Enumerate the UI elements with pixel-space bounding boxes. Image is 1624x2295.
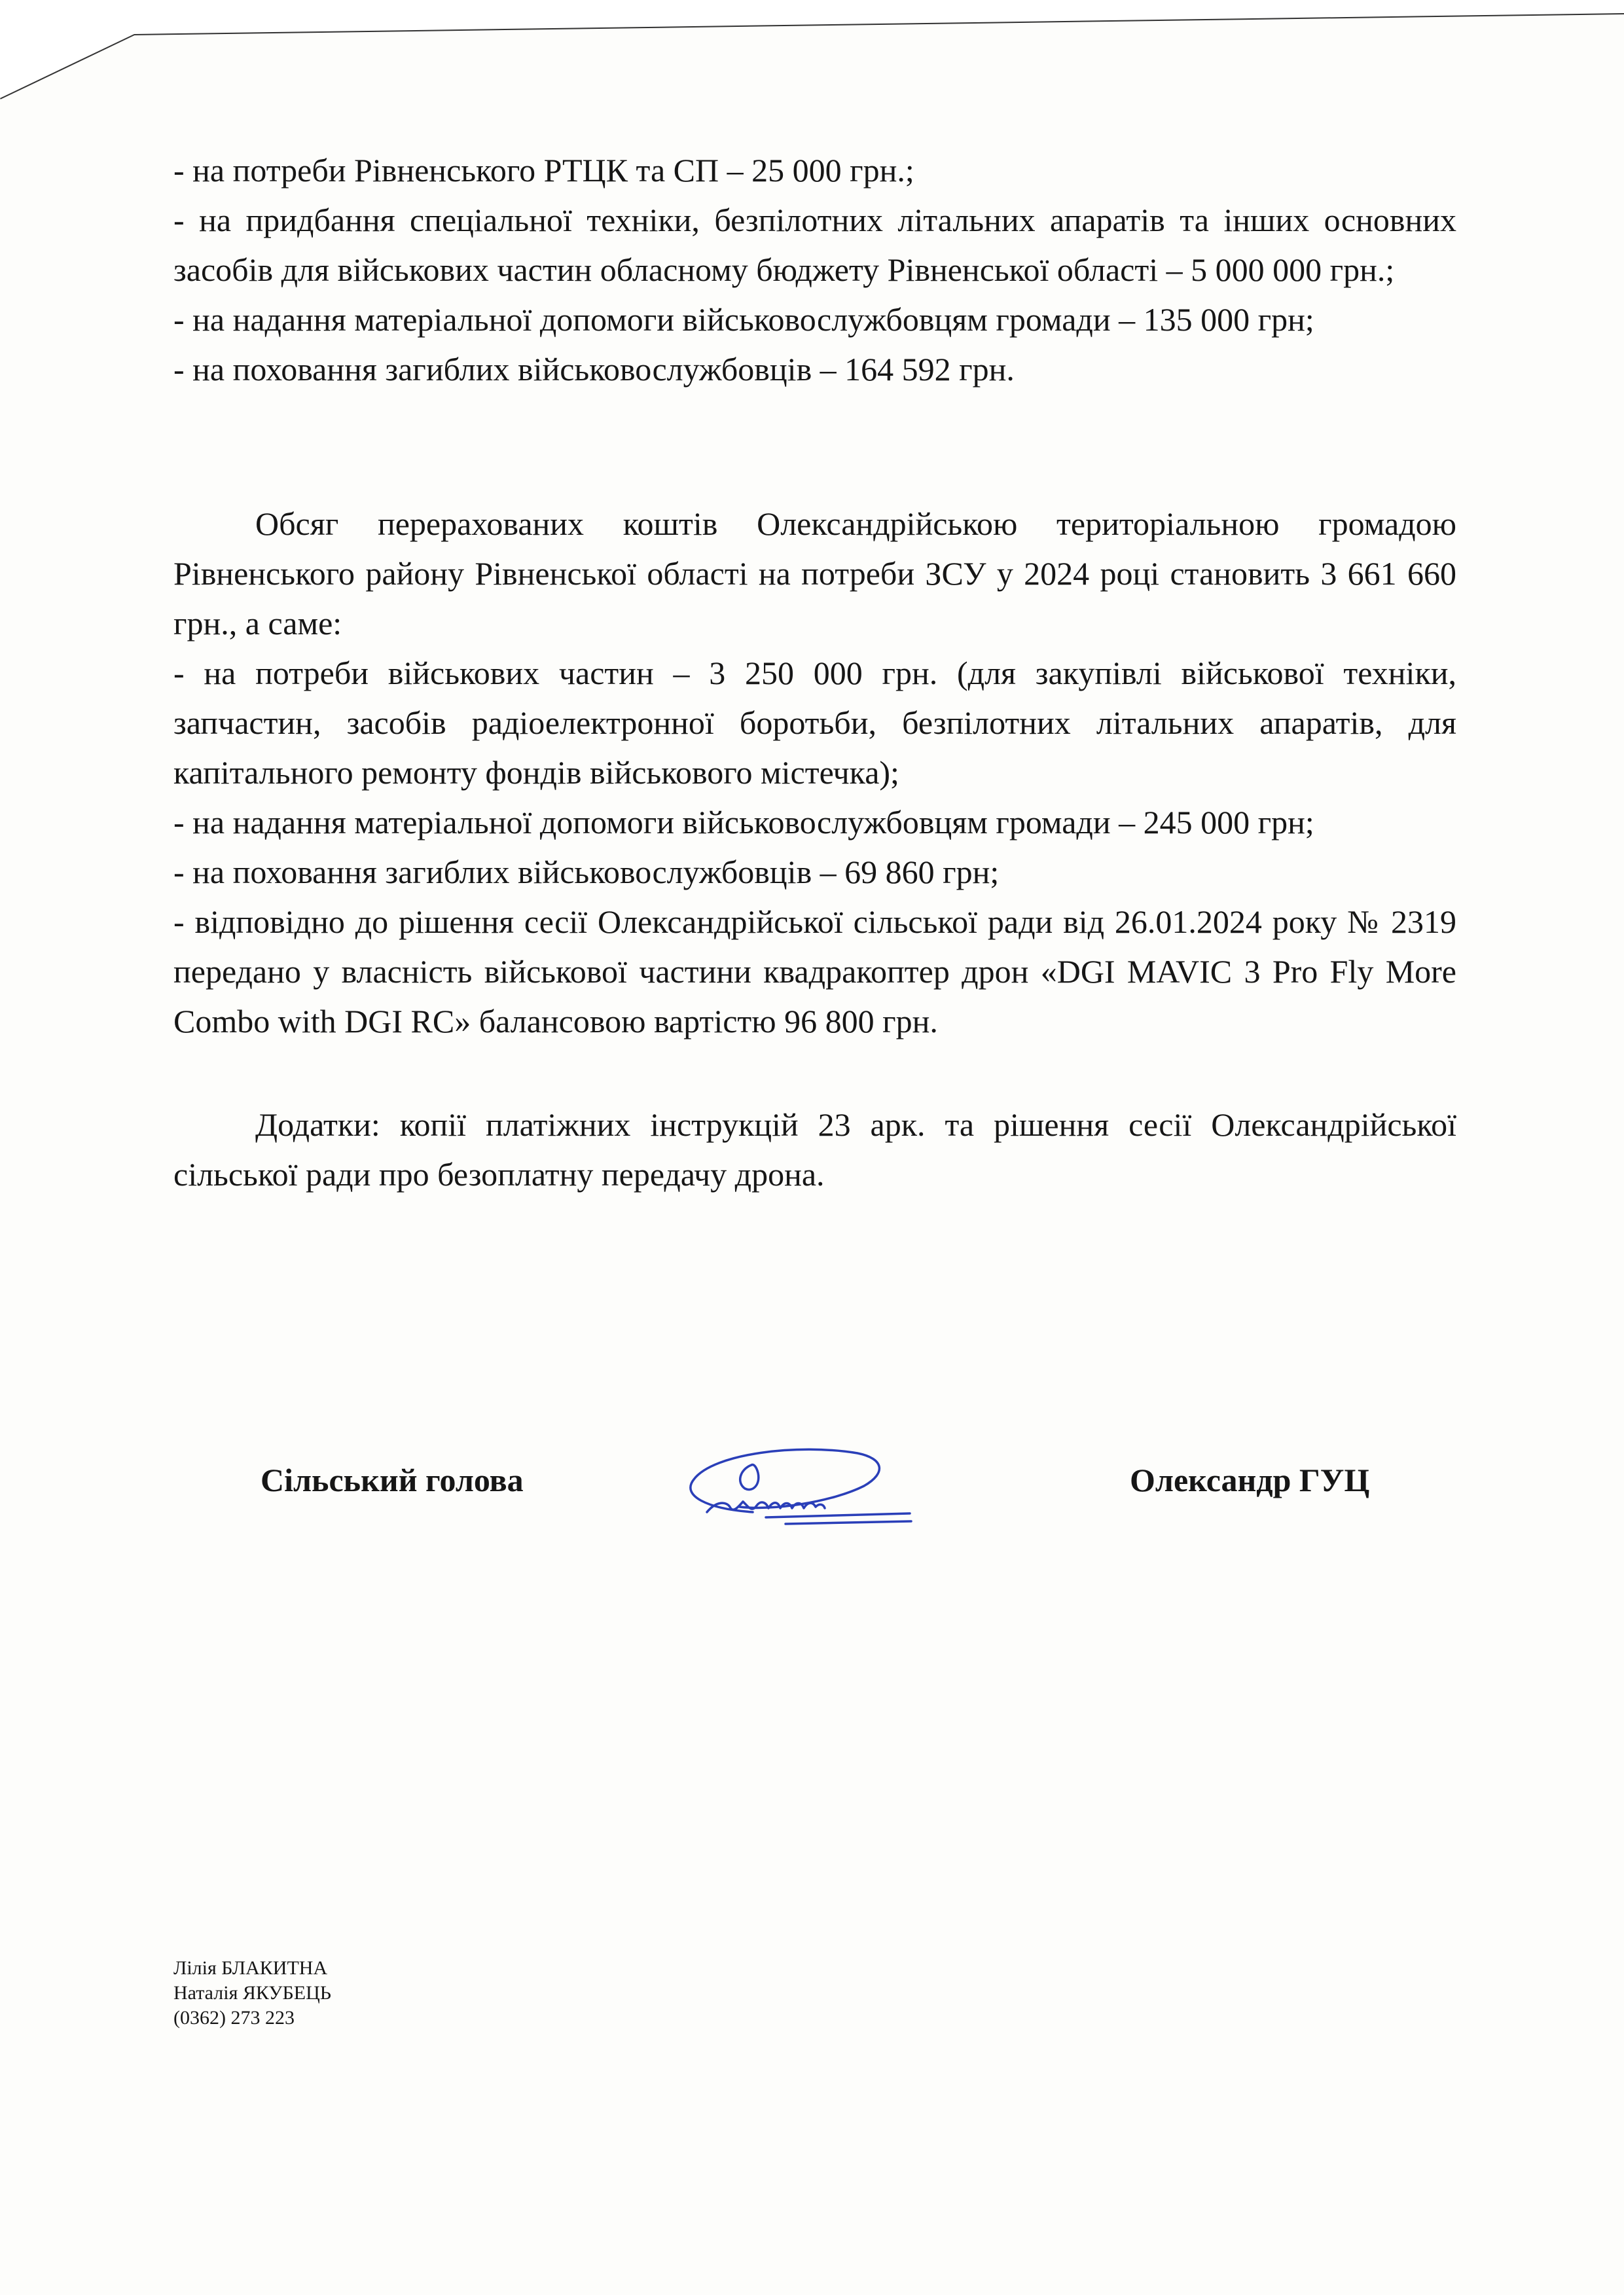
signatory-position: Сільський голова [261,1462,524,1498]
attachments-paragraph: Додатки: копії платіжних інструкцій 23 арк. та рішення сесії Олександрійської сільської ради про безоплатну передачу дрона. [173,1106,1456,1193]
attachments-note [173,1100,1456,1199]
handwritten-signature [668,1434,916,1545]
expense-line: - на надання матеріальної допомоги військовослужбовцям громади – 245 000 грн; [173,804,1314,840]
executor-contacts [173,1956,331,2031]
expense-line: - відповідно до рішення сесії Олександрійської сільської ради від 26.01.2024 року № 2319 передано у власність військової частини квадракоптер дрон «DGI MAVIC 3 Pro Fly More Combo with DGI RC» балансовою вартістю 96 800 грн. [173,903,1456,1039]
executor-phone: (0362) 273 223 [173,2007,295,2029]
expenses-2024-section [173,499,1456,1046]
expense-line: - на поховання загиблих військовослужбовців – 164 592 грн. [173,351,1015,388]
expense-line: - на потреби Рівненського РТЦК та СП – 25 000 грн.; [173,152,914,189]
executor-name: Наталія ЯКУБЕЦЬ [173,1982,331,2004]
executor-name: Лілія БЛАКИТНА [173,1957,328,1979]
expense-line: - на потреби військових частин – 3 250 000 грн. (для закупівлі військової техніки, запчастин, засобів радіоелектронної боротьби, безпілотних літальних апаратів, для капітального ремонту фондів військового містечка); [173,655,1456,791]
expense-line: - на придбання спеціальної техніки, безпілотних літальних апаратів та інших основних засобів для військових частин обласному бюджету Рівненської області – 5 000 000 грн.; [173,202,1456,288]
expense-line: - на надання матеріальної допомоги військовослужбовцям громади – 135 000 грн; [173,301,1314,338]
expense-line: - на поховання загиблих військовослужбовців – 69 860 грн; [173,854,1000,890]
summary-paragraph: Обсяг перерахованих коштів Олександрійською територіальною громадою Рівненського району Рівненської області на потреби ЗСУ у 2024 році становить 3 661 660 грн., а саме: [173,505,1456,642]
expenses-list-2023 [173,145,1456,394]
signatory-name: Олександр ГУЦ [1130,1462,1370,1498]
